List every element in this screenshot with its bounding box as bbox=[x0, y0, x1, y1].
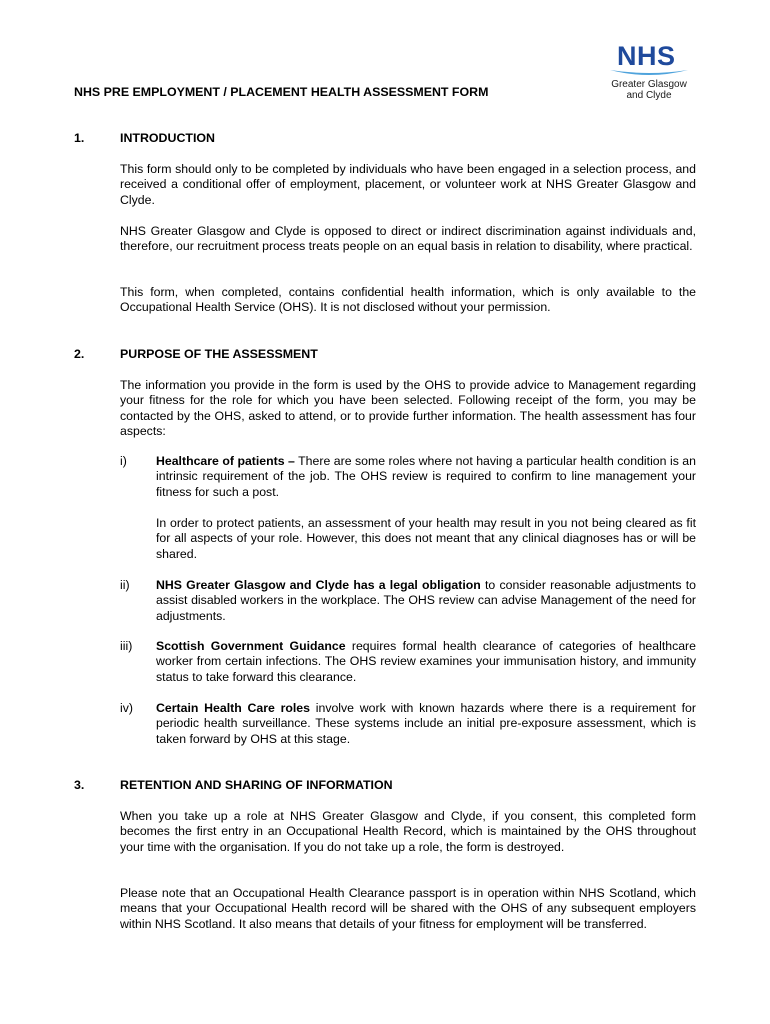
item-4-number: iv) bbox=[120, 701, 133, 715]
item-1-number: i) bbox=[120, 454, 127, 468]
item-2-bold: NHS Greater Glasgow and Clyde has a legal obligation bbox=[156, 578, 481, 592]
section-3-number: 3. bbox=[74, 778, 85, 792]
section-1-number: 1. bbox=[74, 131, 85, 145]
item-3-text bbox=[156, 639, 696, 685]
item-4-bold: Certain Health Care roles bbox=[156, 701, 310, 715]
section-2-number: 2. bbox=[74, 347, 85, 361]
section-2-intro: The information you provide in the form is used by the OHS to provide advice to Management regarding your fitness for the role for which you have been selected. Following receipt of the form, you may be contacted by the OHS, asked to attend, or to provide further information. The health assessment has four aspects: bbox=[120, 378, 696, 439]
item-1-text bbox=[156, 454, 696, 500]
section-3-paragraph-1: When you take up a role at NHS Greater Glasgow and Clyde, if you consent, this completed form becomes the first entry in an Occupational Health Record, which is maintained by the OHS throughout your time with the organisation. If you do not take up a role, the form is destroyed. bbox=[120, 809, 696, 854]
page-title: NHS PRE EMPLOYMENT / PLACEMENT HEALTH ASSESSMENT FORM bbox=[74, 85, 489, 99]
nhs-logo bbox=[603, 42, 698, 104]
item-1-extra: In order to protect patients, an assessment of your health may result in you not being cleared as fit for all aspects of your role. However, this does not meant that any clinical diagnoses has or will be shared. bbox=[156, 516, 696, 561]
section-1-paragraph-1: This form should only to be completed by individuals who have been engaged in a selection process, and received a conditional offer of employment, placement, or volunteer work at NHS Greater Glasgow and Clyde. bbox=[120, 162, 696, 207]
logo-line-1: Greater Glasgow bbox=[611, 79, 687, 90]
logo-brand: NHS bbox=[617, 41, 676, 71]
section-3-heading: RETENTION AND SHARING OF INFORMATION bbox=[120, 778, 393, 792]
logo-subtitle bbox=[603, 79, 695, 101]
section-2-heading: PURPOSE OF THE ASSESSMENT bbox=[120, 347, 318, 361]
item-3-body: requires formal health clearance of categories of healthcare worker from certain infections. The OHS review examines your immunisation history, and immunity status to take forward this clearance. bbox=[156, 639, 696, 684]
logo-line-2: and Clyde bbox=[626, 90, 672, 101]
section-1-paragraph-2: NHS Greater Glasgow and Clyde is opposed to direct or indirect discrimination against individuals and, therefore, our recruitment process treats people on an equal basis in relation to disability, where practical. bbox=[120, 224, 696, 254]
item-2-number: ii) bbox=[120, 578, 130, 592]
item-4-text bbox=[156, 701, 696, 747]
item-1-body: There are some roles where not having a particular health condition is an intrinsic requirement of the job. The OHS review is required to confirm to line management your fitness for such a post. bbox=[156, 454, 696, 499]
logo-wave-icon bbox=[608, 68, 690, 78]
item-4-body: involve work with known hazards where there is a requirement for periodic health surveillance. These systems include an initial pre-exposure assessment, which is taken forward by OHS at this stage. bbox=[156, 701, 696, 746]
item-2-body: to consider reasonable adjustments to assist disabled workers in the workplace. The OHS review can advise Management of the need for adjustments. bbox=[156, 578, 696, 623]
item-1-bold: Healthcare of patients – bbox=[156, 454, 295, 468]
section-3-paragraph-2: Please note that an Occupational Health Clearance passport is in operation within NHS Scotland, which means that your Occupational Health record will be shared with the OHS of any subsequent employers within NHS Scotland. It also means that details of your fitness for employment will be transferred. bbox=[120, 886, 696, 931]
section-1-heading: INTRODUCTION bbox=[120, 131, 215, 145]
item-2-text bbox=[156, 578, 696, 624]
section-1-paragraph-3: This form, when completed, contains confidential health information, which is only available to the Occupational Health Service (OHS). It is not disclosed without your permission. bbox=[120, 285, 696, 315]
item-3-number: iii) bbox=[120, 639, 133, 653]
item-3-bold: Scottish Government Guidance bbox=[156, 639, 346, 653]
